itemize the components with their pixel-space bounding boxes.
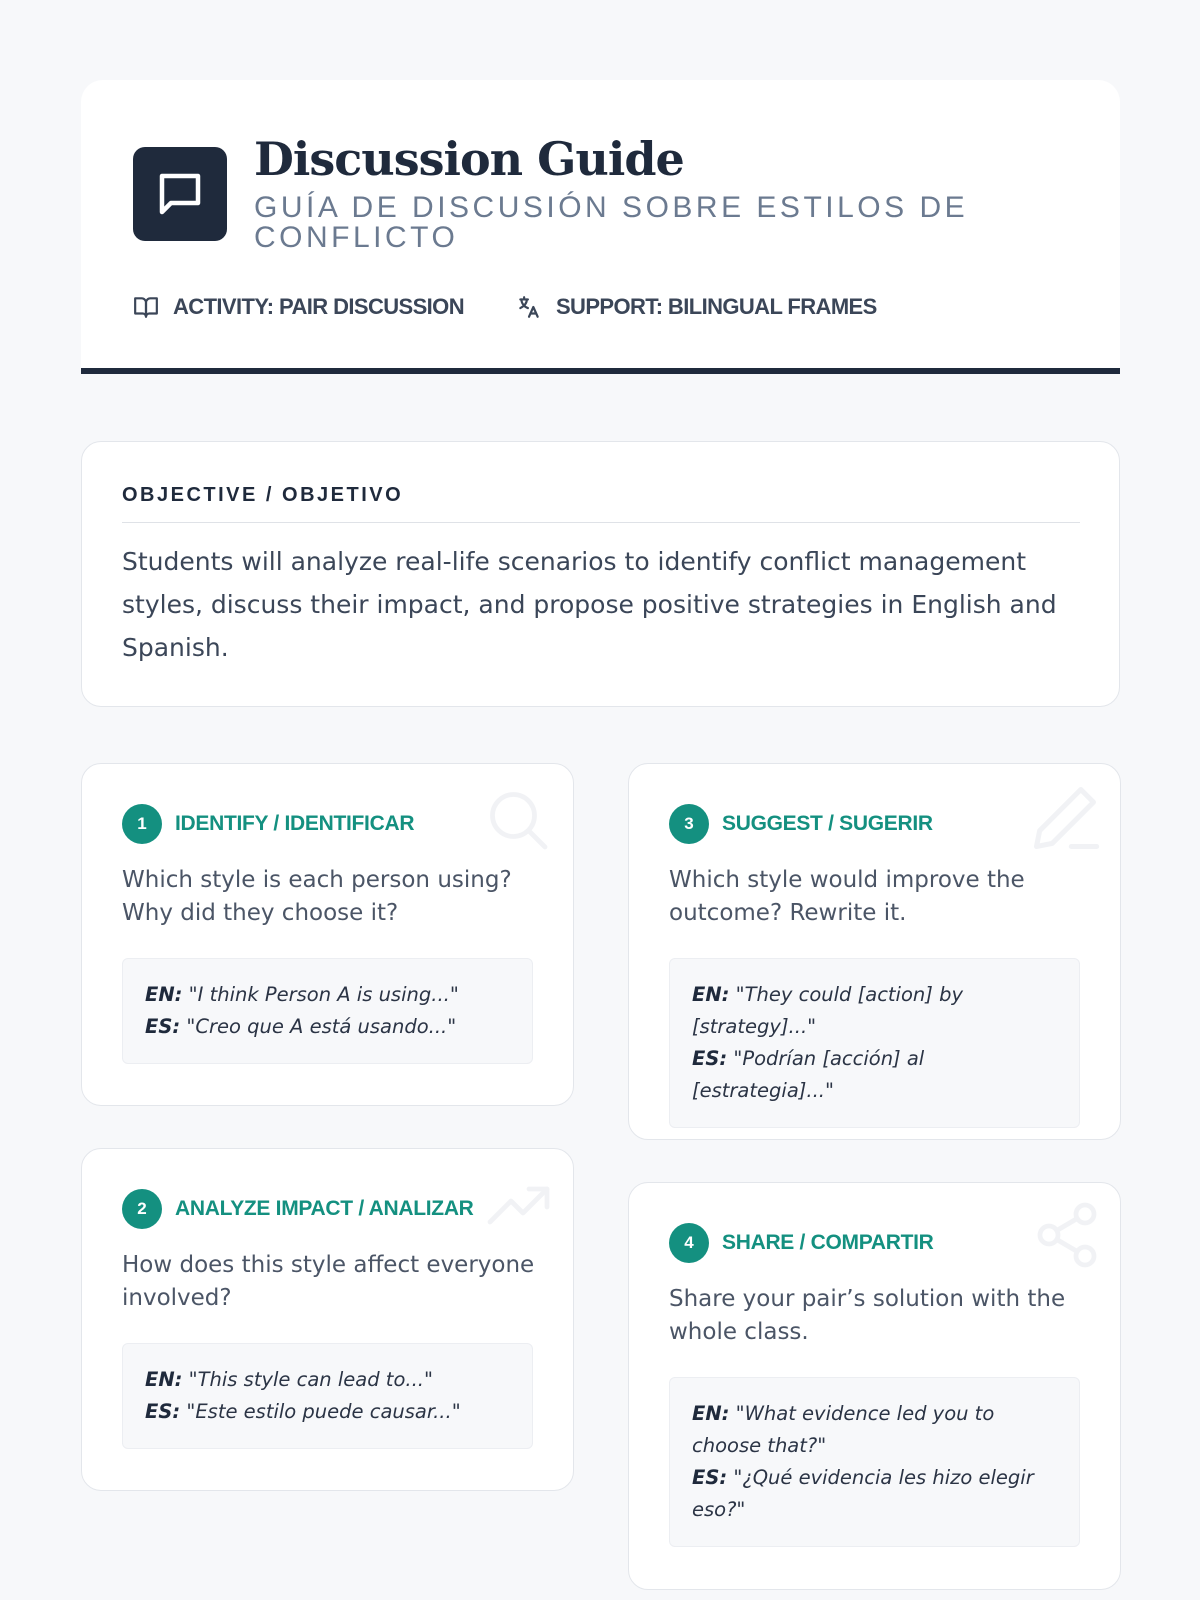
meta-activity-label: ACTIVITY: PAIR DISCUSSION <box>173 294 464 319</box>
page-title: Discussion Guide <box>254 132 684 186</box>
step-title: IDENTIFY / IDENTIFICAR <box>175 812 415 835</box>
meta-support <box>516 294 877 320</box>
trending-up-icon <box>484 1171 556 1243</box>
frame-en-label: EN: <box>692 1402 730 1425</box>
frame-line-es <box>692 1462 1057 1526</box>
translate-icon <box>516 294 542 320</box>
step-number-badge: 1 <box>122 804 162 844</box>
sentence-frame-box <box>122 1343 533 1449</box>
step-question: Which style is each person using? Why did they choose it? <box>122 867 512 926</box>
frame-en-text: "This style can lead to..." <box>182 1368 433 1391</box>
objective-divider <box>122 522 1080 523</box>
step-question: Share your pair’s solution with the whole class. <box>669 1286 1066 1345</box>
step-header <box>122 804 414 844</box>
objective-heading: OBJECTIVE / OBJETIVO <box>122 484 404 506</box>
step-question: How does this style affect everyone involved? <box>122 1252 535 1311</box>
logo-badge <box>133 147 227 241</box>
step-header <box>669 1223 934 1263</box>
frame-es-text: "Este estilo puede causar..." <box>180 1400 461 1423</box>
frame-line-en <box>692 979 1057 1043</box>
page-subtitle: GUÍA DE DISCUSIÓN SOBRE ESTILOS DE CONFLICTO <box>254 191 969 254</box>
step-title: ANALYZE IMPACT / ANALIZAR <box>175 1197 474 1220</box>
objective-text: Students will analyze real-life scenarios to identify conflict management styles, discuss their impact, and propose positive strategies in English and Spanish. <box>122 547 1057 662</box>
meta-row <box>133 292 929 322</box>
frame-es-label: ES: <box>145 1400 181 1423</box>
book-icon <box>133 294 159 320</box>
frame-line-en <box>692 1398 1057 1462</box>
frame-en-label: EN: <box>692 983 730 1006</box>
step-card-share <box>628 1182 1121 1590</box>
step-header <box>669 804 933 844</box>
step-title: SHARE / COMPARTIR <box>722 1231 934 1254</box>
frame-en-label: EN: <box>145 1368 183 1391</box>
sentence-frame-box <box>122 958 533 1064</box>
frame-en-label: EN: <box>145 983 183 1006</box>
sentence-frame-box <box>669 958 1080 1128</box>
meta-support-label: SUPPORT: BILINGUAL FRAMES <box>555 294 877 319</box>
step-number-badge: 2 <box>122 1189 162 1229</box>
step-title: SUGGEST / SUGERIR <box>722 812 933 835</box>
header-card <box>81 80 1120 374</box>
frame-en-text: "I think Person A is using..." <box>182 983 459 1006</box>
step-number-badge: 3 <box>669 804 709 844</box>
step-card-identify <box>81 763 574 1106</box>
frame-line-es <box>145 1011 510 1043</box>
chat-bubble-icon <box>153 167 207 221</box>
frame-en-text: "What evidence led you to choose that?" <box>692 1402 995 1457</box>
search-icon <box>482 784 554 856</box>
step-number-badge: 4 <box>669 1223 709 1263</box>
frame-es-text: "¿Qué evidencia les hizo elegir eso?" <box>692 1466 1034 1521</box>
objective-card <box>81 441 1120 707</box>
step-header <box>122 1189 474 1229</box>
frame-es-label: ES: <box>692 1466 728 1489</box>
sentence-frame-box <box>669 1377 1080 1547</box>
share-icon <box>1031 1195 1103 1275</box>
pencil-icon <box>1027 780 1103 856</box>
frame-en-text: "They could [action] by [strategy]..." <box>692 983 963 1038</box>
frame-es-text: "Creo que A está usando..." <box>180 1015 457 1038</box>
meta-activity <box>133 294 464 320</box>
frame-es-text: "Podrían [acción] al [estrategia]..." <box>692 1047 925 1102</box>
frame-es-label: ES: <box>692 1047 728 1070</box>
frame-line-es <box>692 1043 1057 1107</box>
frame-es-label: ES: <box>145 1015 181 1038</box>
frame-line-en <box>145 1364 510 1396</box>
step-card-analyze <box>81 1148 574 1491</box>
frame-line-es <box>145 1396 510 1428</box>
step-card-suggest <box>628 763 1121 1140</box>
step-question: Which style would improve the outcome? Rewrite it. <box>669 867 1025 926</box>
frame-line-en <box>145 979 510 1011</box>
